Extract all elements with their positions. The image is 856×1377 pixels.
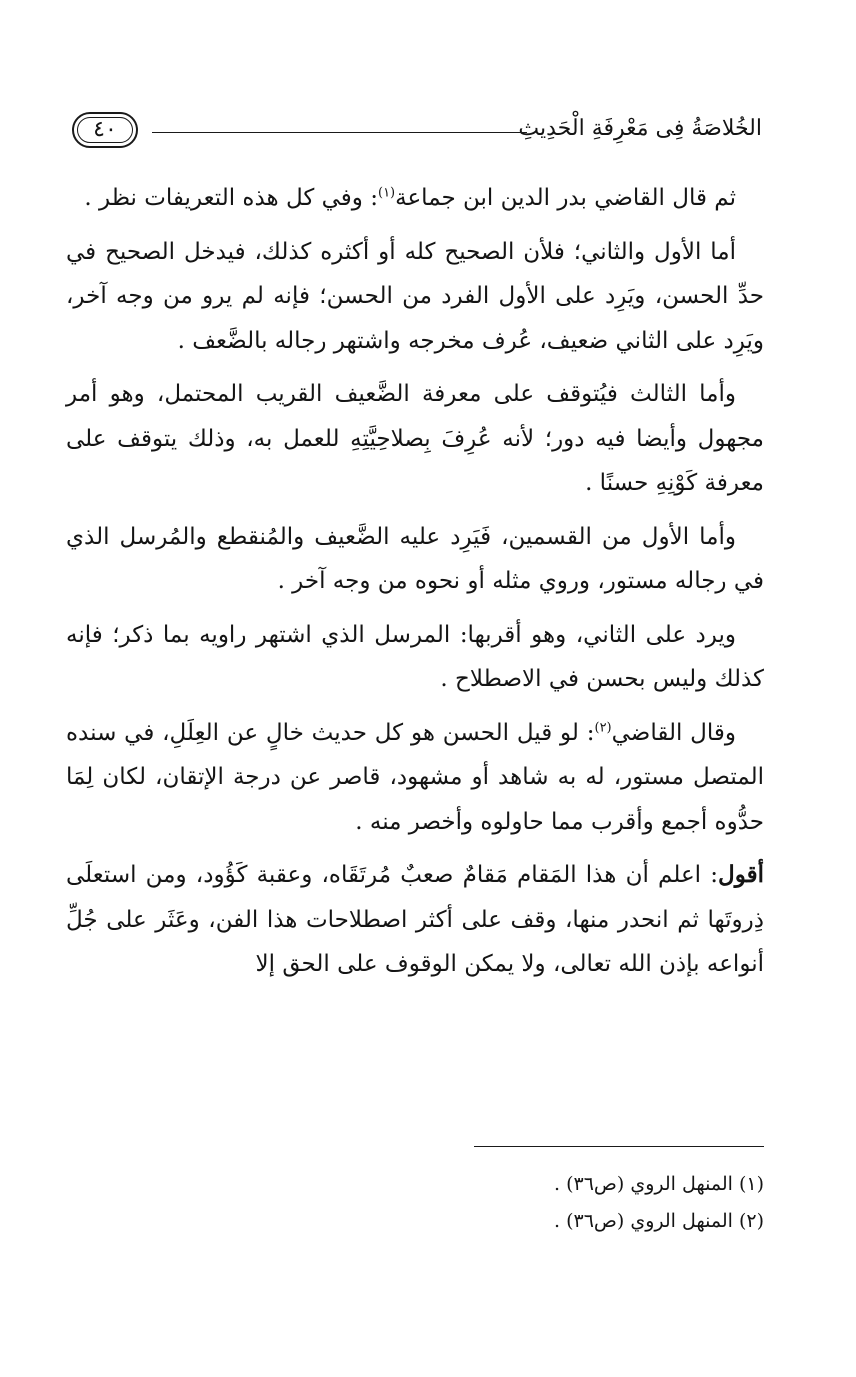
footnotes bbox=[300, 1166, 764, 1240]
footnote-ref-2: (٢) bbox=[594, 719, 612, 735]
footnote-2: (٢) المنهل الروي (ص٣٦) . bbox=[553, 1210, 764, 1232]
paragraph-text: : اعلم أن هذا المَقام مَقامٌ صعبٌ مُرتَقَاه، وعقبة كَؤُود، ومن استعلَى ذِروتَها ثم انحدر منها، وقف على أكثر اصطلاحات هذا الفن، وعَثَر على جُلِّ أنواعه بإذن الله تعالى، ولا يمكن الوقوف على الحق إلا bbox=[66, 862, 764, 977]
book-title: الخُلاصَةُ فِى مَعْرِفَةِ الْحَدِيثِ bbox=[518, 116, 762, 141]
paragraph-4: وأما الأول من القسمين، فَيَرِد عليه الضَّعيف والمُنقطع والمُرسل الذي في رجاله مستور، وروي مثله أو نحوه من وجه آخر . bbox=[66, 523, 764, 594]
paragraph-3: وأما الثالث فيُتوقف على معرفة الضَّعيف القريب المحتمل، وهو أمر مجهول وأيضا فيه دور؛ لأنه عُرِفَ بِصلاحِيَّتِهِ للعمل به، وذلك يتوقف على معرفة كَوْنِهِ حسنًا . bbox=[66, 381, 764, 496]
bold-lead-word: أقول bbox=[718, 861, 764, 888]
running-header bbox=[72, 110, 762, 154]
paragraph-6 bbox=[66, 711, 764, 845]
footnote-separator bbox=[474, 1146, 764, 1147]
paragraph-text: : وفي كل هذه التعريفات نظر . bbox=[84, 185, 378, 211]
paragraph-text: ثم قال القاضي بدر الدين ابن جماعة bbox=[395, 185, 736, 211]
footnote-ref-1: (١) bbox=[377, 185, 396, 201]
paragraph-7 bbox=[66, 853, 764, 987]
header-rule bbox=[152, 132, 527, 133]
page-number: ٤٠ bbox=[93, 117, 117, 142]
main-text bbox=[66, 176, 764, 996]
paragraph-text: وقال القاضي bbox=[611, 719, 736, 746]
paragraph-2: أما الأول والثاني؛ فلأن الصحيح كله أو أكثره كذلك، فيدخل الصحيح في حدِّ الحسن، ويَرِد على الأول الفرد من الحسن؛ فإنه لم يرو من وجه آخر، ويَرِد على الثاني ضعيف، عُرف مخرجه واشتهر رجاله بالضَّعف . bbox=[66, 238, 764, 354]
page-number-badge bbox=[72, 112, 138, 148]
paragraph-1 bbox=[66, 176, 764, 221]
footnote-1: (١) المنهل الروي (ص٣٦) . bbox=[553, 1173, 764, 1195]
paragraph-5: ويرد على الثاني، وهو أقربها: المرسل الذي اشتهر راويه بما ذكر؛ فإنه كذلك وليس بحسن في الاصطلاح . bbox=[66, 621, 764, 692]
paragraph-text: : لو قيل الحسن هو كل حديث خالٍ عن العِلَلِ، في سنده المتصل مستور، له به شاهد أو مشهود، قاصر عن درجة الإتقان، لكان لِمَا حدُّوه أجمع وأقرب مما حاولوه وأخصر منه . bbox=[66, 719, 764, 835]
